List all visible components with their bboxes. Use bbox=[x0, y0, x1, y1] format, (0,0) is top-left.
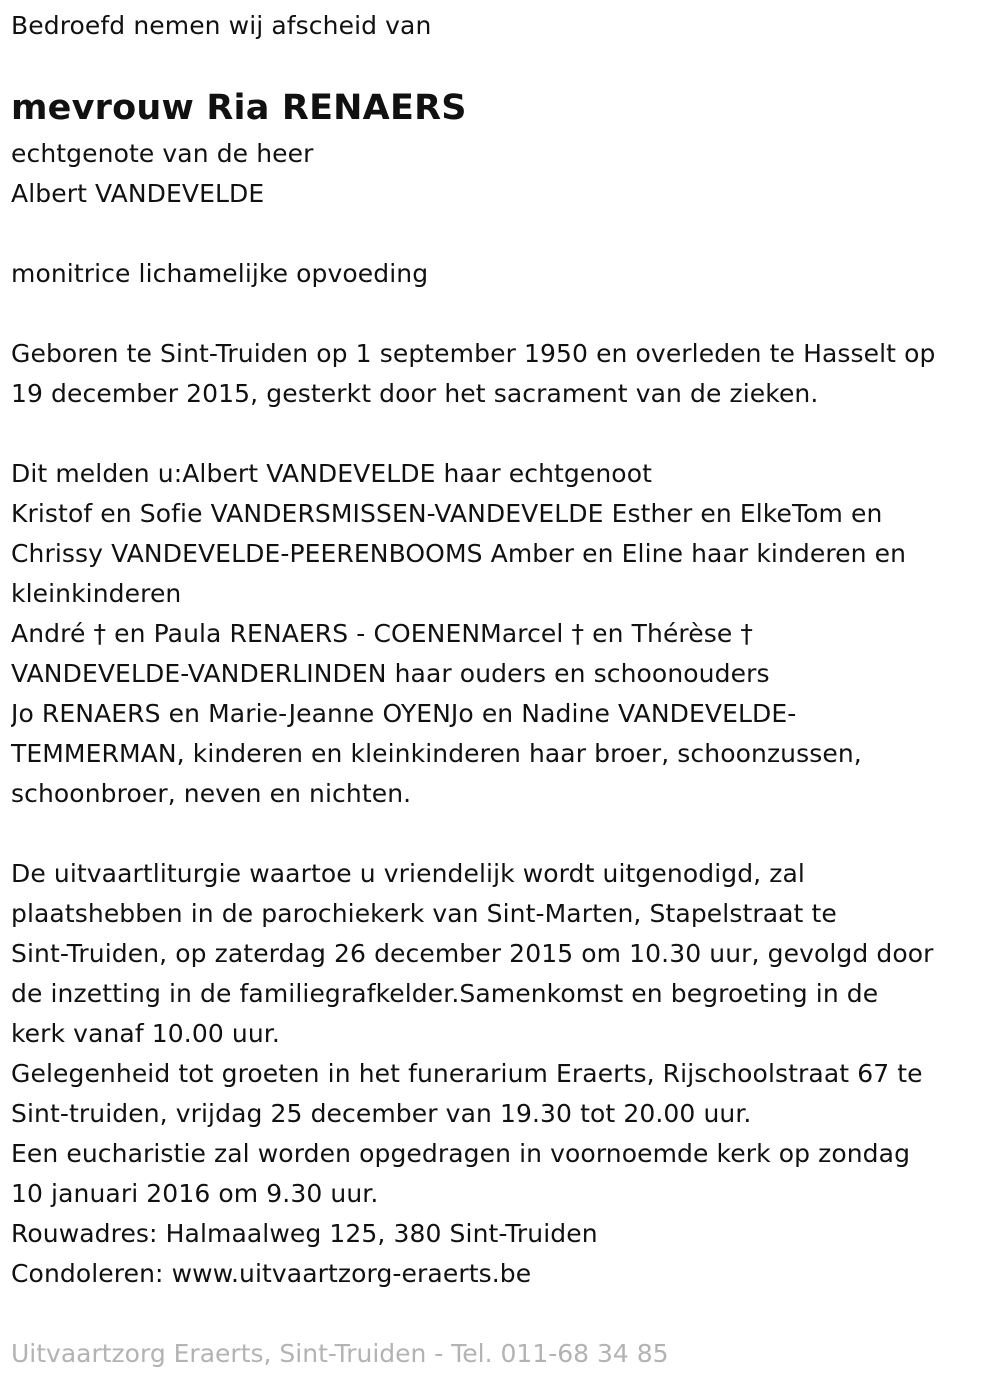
funeral-line: de inzetting in de familiegrafkelder.Samenkomst en begroeting in de bbox=[11, 979, 879, 1008]
funeral-line: kerk vanaf 10.00 uur. bbox=[11, 1019, 280, 1048]
spacer bbox=[11, 414, 996, 454]
spouse-line: echtgenote van de heer bbox=[11, 139, 314, 168]
family-line: VANDEVELDE-VANDERLINDEN haar ouders en schoonouders bbox=[11, 659, 770, 688]
spacer bbox=[11, 294, 996, 334]
funeral-line: Een eucharistie zal worden opgedragen in voornoemde kerk op zondag bbox=[11, 1139, 911, 1168]
family-line: Jo RENAERS en Marie-Jeanne OYENJo en Nadine VANDEVELDE- bbox=[11, 699, 797, 728]
funeral-home-footer: Uitvaartzorg Eraerts, Sint-Truiden - Tel. 011-68 34 85 bbox=[11, 1339, 669, 1368]
spacer bbox=[11, 814, 996, 854]
occupation-text: monitrice lichamelijke opvoeding bbox=[11, 259, 429, 288]
condolence-link[interactable]: Condoleren: www.uitvaartzorg-eraerts.be bbox=[11, 1259, 532, 1288]
family-line: Chrissy VANDEVELDE-PEERENBOOMS Amber en Eline haar kinderen en bbox=[11, 539, 907, 568]
family-line: schoonbroer, neven en nichten. bbox=[11, 779, 412, 808]
notice-body bbox=[11, 134, 996, 1294]
mourning-address: Rouwadres: Halmaalweg 125, 380 Sint-Truiden bbox=[11, 1219, 598, 1248]
family-line: André † en Paula RENAERS - COENENMarcel † en Thérèse † bbox=[11, 619, 753, 648]
deceased-name: mevrouw Ria RENAERS bbox=[11, 88, 467, 128]
birth-death-line: Geboren te Sint-Truiden op 1 september 1950 en overleden te Hasselt op bbox=[11, 339, 936, 368]
funeral-line: 10 januari 2016 om 9.30 uur. bbox=[11, 1179, 379, 1208]
spacer bbox=[11, 214, 996, 254]
family-line: Dit melden u:Albert VANDEVELDE haar echtgenoot bbox=[11, 459, 653, 488]
birth-death-line: 19 december 2015, gesterkt door het sacrament van de zieken. bbox=[11, 379, 819, 408]
funeral-line: Gelegenheid tot groeten in het funerarium Eraerts, Rijschoolstraat 67 te bbox=[11, 1059, 923, 1088]
funeral-line: plaatshebben in de parochiekerk van Sint-Marten, Stapelstraat te bbox=[11, 899, 837, 928]
intro-text: Bedroefd nemen wij afscheid van bbox=[11, 11, 432, 40]
family-line: Kristof en Sofie VANDERSMISSEN-VANDEVELDE Esther en ElkeTom en bbox=[11, 499, 883, 528]
family-line: kleinkinderen bbox=[11, 579, 182, 608]
family-line: TEMMERMAN, kinderen en kleinkinderen haar broer, schoonzussen, bbox=[11, 739, 862, 768]
spouse-line: Albert VANDEVELDE bbox=[11, 179, 265, 208]
funeral-line: Sint-Truiden, op zaterdag 26 december 2015 om 10.30 uur, gevolgd door bbox=[11, 939, 934, 968]
funeral-line: De uitvaartliturgie waartoe u vriendelijk wordt uitgenodigd, zal bbox=[11, 859, 805, 888]
funeral-line: Sint-truiden, vrijdag 25 december van 19.30 tot 20.00 uur. bbox=[11, 1099, 752, 1128]
